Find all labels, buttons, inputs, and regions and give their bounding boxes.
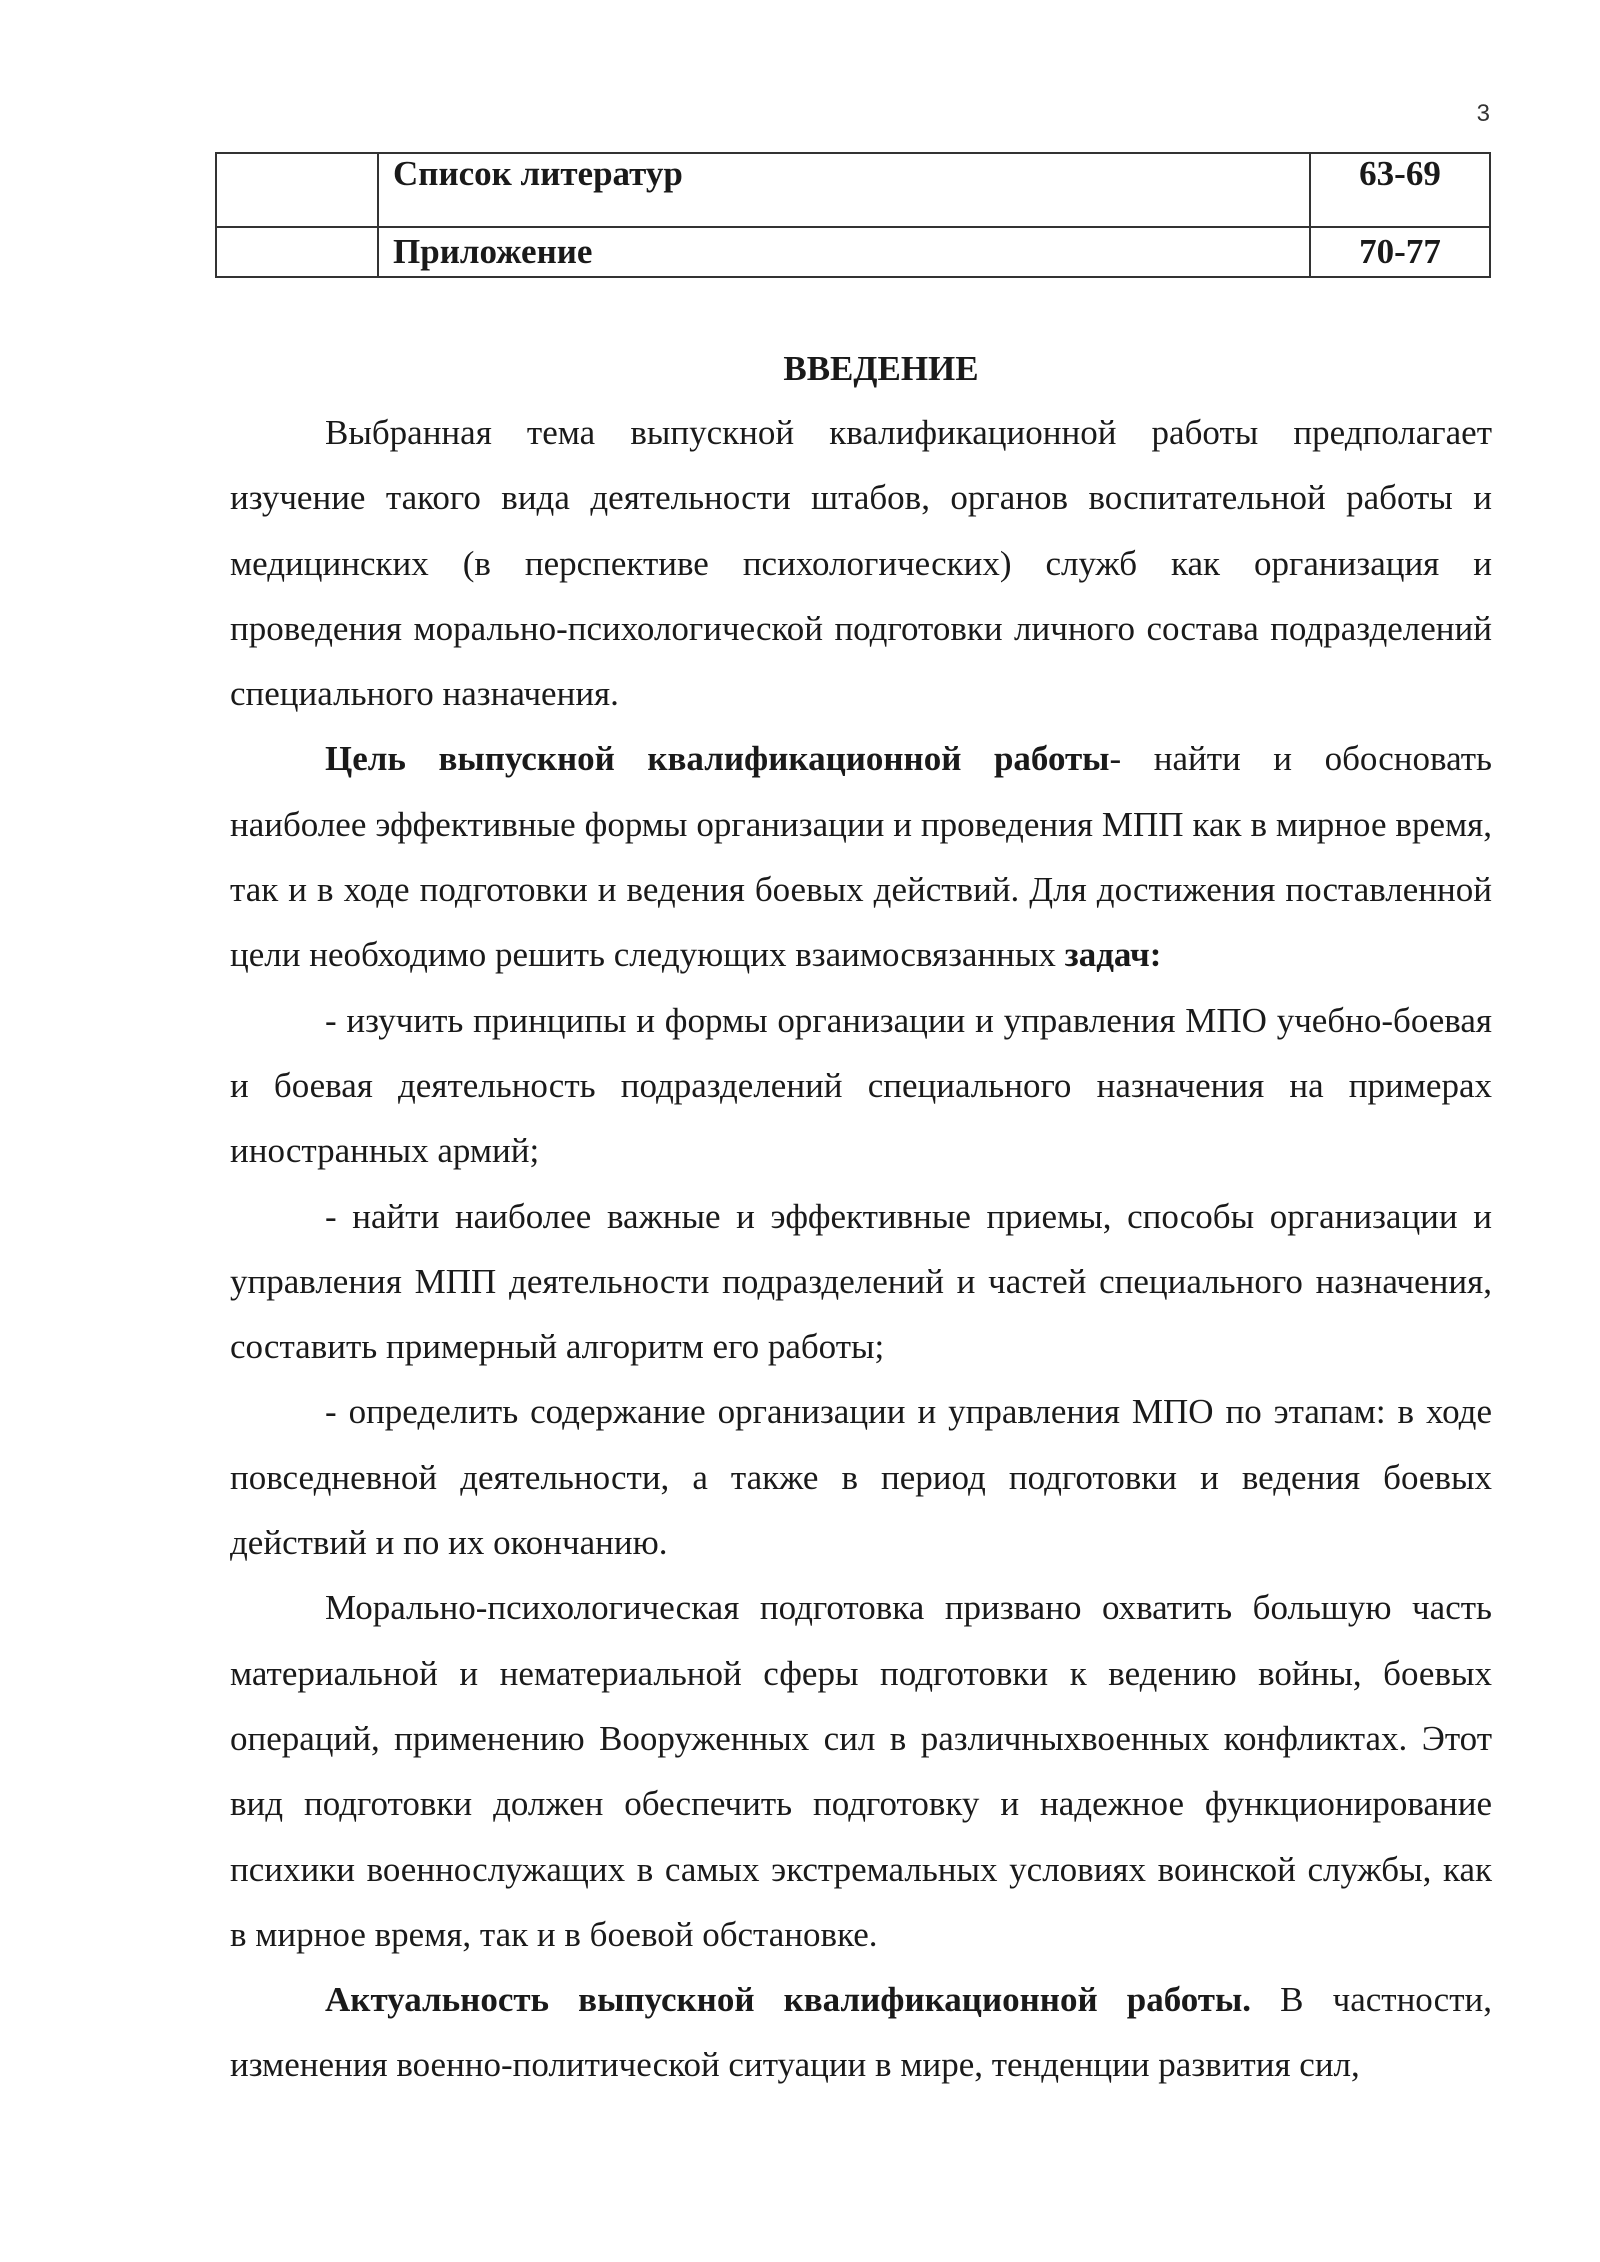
toc-pages-cell: 63-69 bbox=[1310, 153, 1490, 227]
relevance-lead: Актуальность выпускной квалификационной работы. bbox=[325, 1980, 1252, 2020]
goal-lead: Цель выпускной квалификационной работы bbox=[325, 739, 1110, 779]
toc-pages-cell: 70-77 bbox=[1310, 227, 1490, 277]
toc-table bbox=[215, 152, 1491, 278]
paragraph-topic: Выбранная тема выпускной квалификационной работы предполагает изучение такого вида деятельности штабов, органов воспитательной работы и медицинских (в перспективе психологических) служб как организация и проведения морально-психологической подготовки личного состава подразделений специального назначения. bbox=[230, 413, 1492, 714]
task-item: - изучить принципы и формы организации и управления МПО учебно-боевая и боевая деятельность подразделений специального назначения на примерах иностранных армий; bbox=[230, 1000, 1492, 1171]
section-heading: ВВЕДЕНИЕ bbox=[783, 349, 979, 388]
paragraph-relevance bbox=[230, 1967, 1492, 2098]
relevance-text: В частности, изменения военно-политической ситуации в мире, тенденции развития сил, bbox=[230, 1980, 1492, 2085]
paragraph-goal bbox=[230, 726, 1492, 987]
goal-text: - найти и обосновать наиболее эффективные формы организации и проведения МПП как в мирное время, так и в ходе подготовки и ведения боевых действий. Для достижения поставленной цели необходимо решить следующих взаимосвязанных bbox=[230, 739, 1492, 975]
document-body bbox=[230, 338, 1492, 2098]
toc-title-cell: Список литератур bbox=[378, 153, 1310, 227]
toc-row bbox=[216, 153, 1490, 227]
task-item: - найти наиболее важные и эффективные приемы, способы организации и управления МПП деятельности подразделений и частей специального назначения, составить примерный алгоритм его работы; bbox=[230, 1196, 1492, 1367]
goal-tail: задач: bbox=[1064, 935, 1162, 975]
toc-title-cell: Приложение bbox=[378, 227, 1310, 277]
paragraph-mpp: Морально-психологическая подготовка призвано охватить большую часть материальной и нематериальной сферы подготовки к ведению войны, боевых операций, применению Вооруженных сил в различныхвоенных конфликтах. Этот вид подготовки должен обеспечить подготовку и надежное функционирование психики военнослужащих в самых экстремальных условиях воинской службы, как в мирное время, так и в боевой обстановке. bbox=[230, 1588, 1492, 1954]
toc-number-cell bbox=[216, 227, 378, 277]
toc-row bbox=[216, 227, 1490, 277]
task-item: - определить содержание организации и управления МПО по этапам: в ходе повседневной деятельности, а также в период подготовки и ведения боевых действий и по их окончанию. bbox=[230, 1392, 1492, 1563]
page-number: 3 bbox=[1476, 100, 1490, 127]
toc-number-cell bbox=[216, 153, 378, 227]
